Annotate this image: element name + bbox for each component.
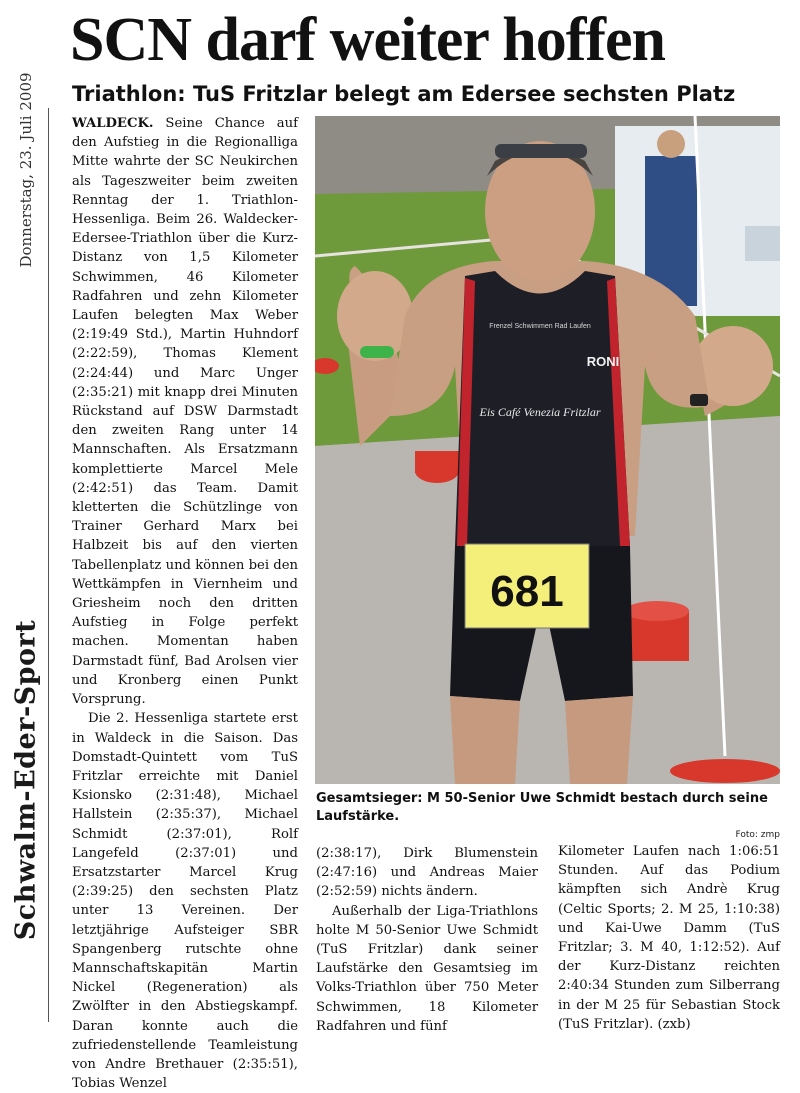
athlete-left-leg [450,696,520,784]
traffic-cone [625,601,689,621]
van-window [745,226,780,261]
green-wristband [360,346,394,358]
athlete-photo [315,116,780,784]
article-paragraph: Die 2. Hessenliga startete erst in Waldeck in die Saison. Das Domstadt-Quintett vom TuS Fritzlar erreichte mit Daniel Ksionsko (2:31:48), Michael Hallstein (2:35:37), Michael Schmidt (2:37:01), Rolf Langefeld (2:37:01) und Ersatzstarter Marcel Krug (2:39:25) den sechsten Platz unter 13 Vereinen. Der letztjährige Aufsteiger SBR Spangenberg rutschte ohne Mannschaftskapitän Martin Nickel (Regeneration) als Zwölfter in den Abstiegskampf. Daran konnte auch die zufriedenstellende Teamleistung von Andre Brethauer (2:35:51), Tobias Wenzel [72,711,298,1092]
issue-date-vertical [6,60,46,280]
traffic-cone-body [415,451,459,473]
column-divider [48,108,49,1022]
section-label-vertical [4,620,48,940]
subheadline: Triathlon: TuS Fritzlar belegt am Edersee sechsten Platz [72,82,736,106]
section-label-text: Schwalm-Eder-Sport [10,619,42,941]
article-paragraph: Außerhalb der Liga-Triathlons holte M 50-Senior Uwe Schmidt (TuS Fritzlar) dank seiner Laufstärke den Gesamtsieg im Volks-Triathlon über 750 Meter Schwimmen, 18 Kilometer Radfahren und fünf [316,903,538,1034]
wristwatch [690,394,708,406]
article-column-middle [316,844,538,1036]
article-paragraph: (2:38:17), Dirk Blumenstein (2:47:16) und Andreas Maier (2:52:59) nichts ändern. [316,846,538,900]
article-paragraph [72,114,298,709]
headline: SCN darf weiter hoffen [70,6,666,74]
dateline: WALDECK. [72,116,154,131]
spectator-head [657,130,685,158]
jersey-brand: RONI [586,354,620,369]
article-paragraph: Kilometer Laufen nach 1:06:51 Stunden. Auf das Podium kämpften sich Andrè Krug (Celtic Sports; 2. M 25, 1:10:38) und Kai-Uwe Damm (TuS Fritzlar; 3. M 40, 1:12:52). Auf der Kurz-Distanz reichten 2:40:34 Stunden zum Silberrang in der M 25 für Sebastian Stock (TuS Fritzlar). (zxb) [558,844,780,1032]
race-bib-number: 681 [490,567,564,616]
article-column-right [558,842,780,1034]
traffic-cone [670,759,780,783]
photo-credit: Foto: zmp [735,830,780,840]
issue-date-text: Donnerstag, 23. Juli 2009 [17,72,35,268]
article-column-left [72,114,298,1093]
paragraph-text: Seine Chance auf den Aufstieg in die Regionalliga Mitte wahrte der SC Neukirchen als Tageszweiter beim zweiten Renntag der 1. Triathlon-Hessenliga. Beim 26. Waldecker-Edersee-Triathlon über die Kurz-Distanz von 1,5 Kilometer Schwimmen, 46 Kilometer Radfahren und zehn Kilometer Laufen belegten Max Weber (2:19:49 Std.), Martin Huhndorf (2:22:59), Thomas Klement (2:24:44) und Marc Unger (2:35:21) mit knapp drei Minuten Rückstand auf DSW Darmstadt den zweiten Rang unter 14 Mannschaften. Als Ersatzmann komplettierte Marcel Mele (2:42:51) das Team. Damit kletterten die Schützlinge von Trainer Gerhard Marx bei Halbzeit bis auf den vierten Tabellenplatz und können bei den Wettkämpfen in Viernheim und Griesheim noch den dritten Aufstieg in Folge perfekt machen. Momentan haben Darmstadt fünf, Bad Arolsen vier und Kronberg einen Punkt Vorsprung. [72,116,298,708]
sunglasses-on-head [495,144,587,158]
athlete-right-leg [565,696,633,784]
jersey-sponsor: Frenzel Schwimmen Rad Laufen [489,323,591,330]
jersey-text: Eis Café Venezia Fritzlar [479,405,601,419]
photo-caption: Gesamtsieger: M 50-Senior Uwe Schmidt bestach durch seine Laufstärke. [316,791,768,824]
